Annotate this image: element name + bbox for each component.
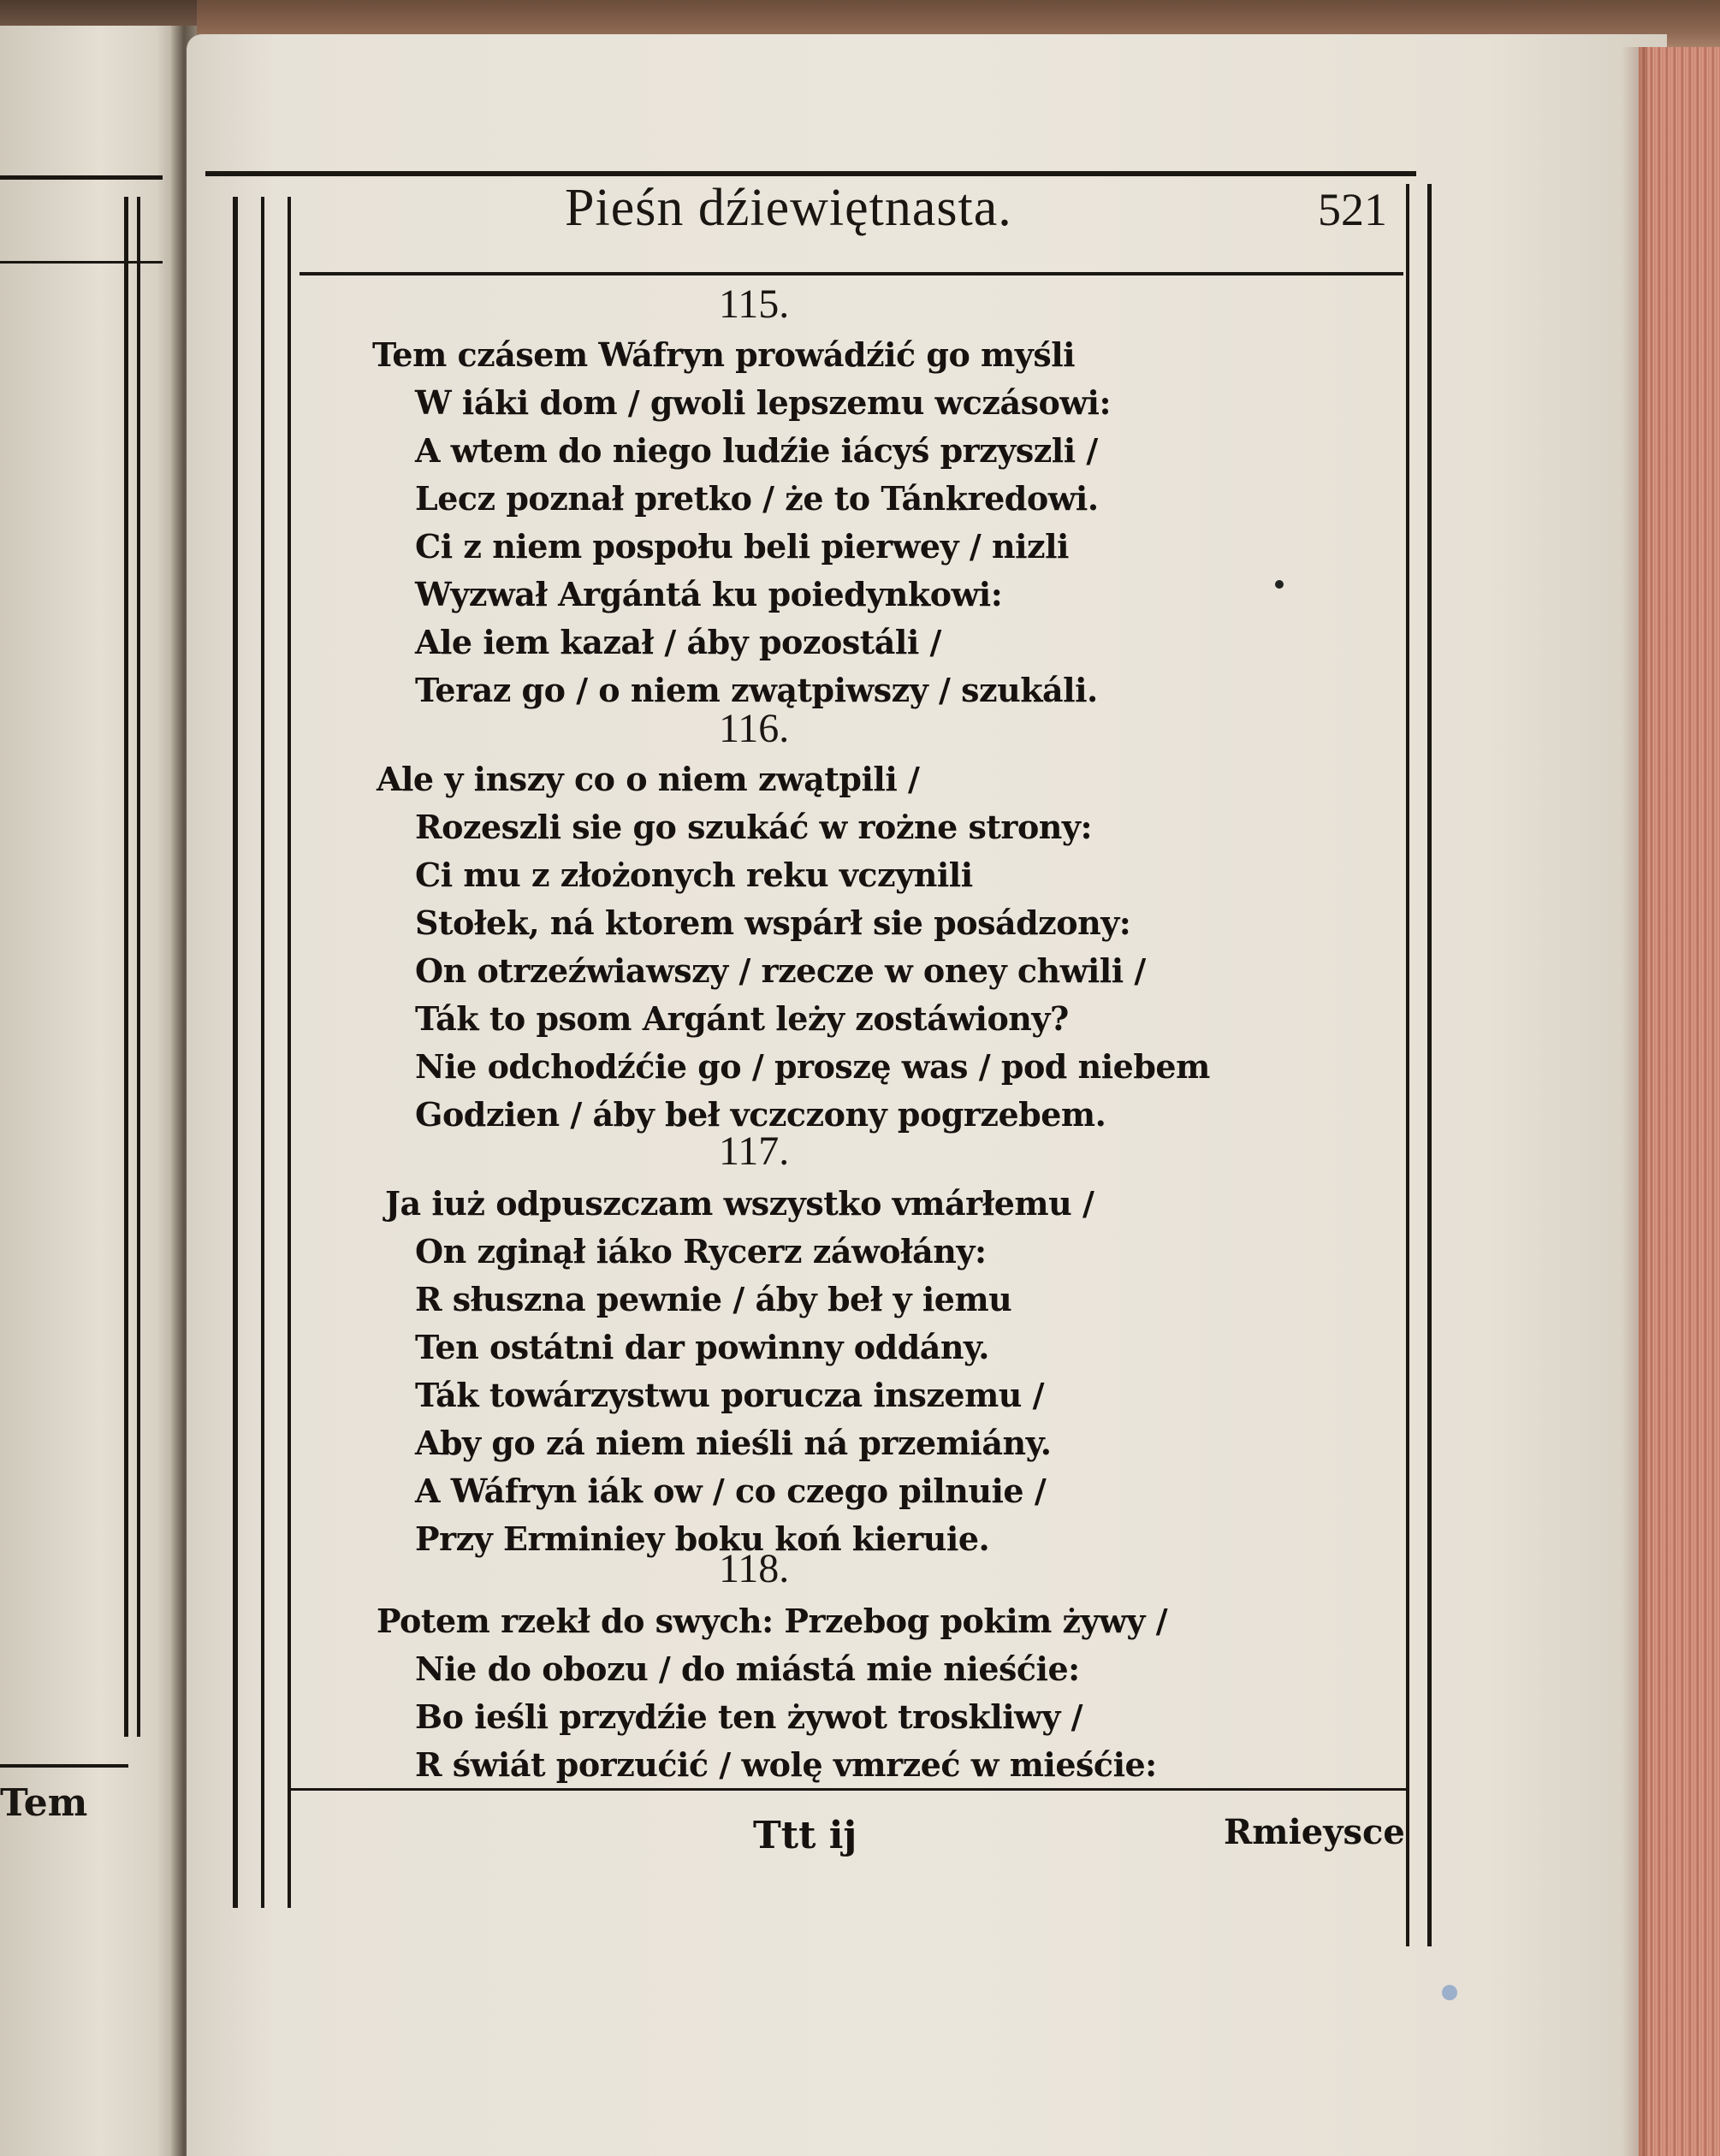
left-page-vertical-rule-2 xyxy=(137,197,140,1737)
left-page xyxy=(0,26,184,2156)
frame-left-inner xyxy=(261,197,264,1908)
verse-line: Nie do obozu / do miástá mie nieśćie: xyxy=(415,1650,1080,1688)
frame-right-outer xyxy=(1427,184,1432,1946)
verse-line: Tem czásem Wáfryn prowádźić go myśli xyxy=(372,335,1076,374)
verse-line: Ci z niem pospołu beli pierwey / nizli xyxy=(415,527,1069,566)
footer-rule xyxy=(291,1788,1408,1791)
verse-line: R świát porzućić / wolę vmrzeć w mieśćie: xyxy=(415,1745,1157,1784)
verse-line: Potem rzekł do swych: Przebog pokim żywy / xyxy=(377,1602,1168,1640)
ink-spot xyxy=(1275,580,1284,589)
left-page-top-rule xyxy=(0,175,163,180)
verse-line: Ták to psom Argánt leży zostáwiony? xyxy=(415,999,1069,1038)
signature-mark: Ttt ij xyxy=(753,1814,857,1857)
catchword: Rmieysce xyxy=(1224,1812,1405,1852)
page-number: 521 xyxy=(1318,184,1387,235)
verse-line: Ci mu z złożonych reku vczynili xyxy=(415,856,973,894)
verse-line: Przy Erminiey boku koń kieruie. xyxy=(415,1519,990,1558)
verse-line: Teraz go / o niem zwątpiwszy / szukáli. xyxy=(415,671,1098,709)
verse-line: A Wáfryn iák ow / co czego pilnuie / xyxy=(415,1472,1047,1510)
left-page-vertical-rule-1 xyxy=(124,197,128,1737)
verse-line: On otrzeźwiawszy / rzecze w oney chwili / xyxy=(415,951,1146,990)
verse-line: Bo ieśli przydźie ten żywot troskliwy / xyxy=(415,1697,1083,1736)
verse-line: Nie odchodźćie go / proszę was / pod niebem xyxy=(415,1047,1210,1086)
verse-line: Ale iem kazał / áby pozostáli / xyxy=(415,623,941,661)
verse-line: Rozeszli sie go szukáć w rożne strony: xyxy=(415,808,1093,846)
verse-line: On zginął iáko Rycerz záwołány: xyxy=(415,1232,987,1270)
verse-line: Ja iuż odpuszczam wszystko vmárłemu / xyxy=(385,1184,1094,1223)
ink-spot xyxy=(1442,1985,1457,2000)
page-edges xyxy=(1639,47,1720,2156)
verse-line: A wtem do niego ludźie iácyś przyszli / xyxy=(415,431,1098,470)
verse-line: Stołek, ná ktorem wspárł sie posádzony: xyxy=(415,903,1131,942)
verse-line: Godzien / áby beł vczczony pogrzebem. xyxy=(415,1095,1106,1134)
verse-line: Ten ostátni dar powinny oddány. xyxy=(415,1328,989,1366)
stanza-number: 116. xyxy=(719,706,790,751)
frame-left-inner-2 xyxy=(288,197,291,1908)
verse-line: Ták towárzystwu porucza inszemu / xyxy=(415,1376,1045,1414)
stanza-number: 115. xyxy=(719,281,790,327)
verse-line: W iáki dom / gwoli lepszemu wczásowi: xyxy=(415,383,1112,422)
frame-top-rule xyxy=(205,171,1416,176)
page-edge-shadow xyxy=(1622,47,1647,2156)
stanza-number: 117. xyxy=(719,1128,790,1174)
verse-line: R słuszna pewnie / áby beł y iemu xyxy=(415,1280,1012,1318)
left-page-bottom-rule xyxy=(0,1764,128,1768)
header-underline xyxy=(300,272,1403,275)
left-page-catchword: Tem xyxy=(0,1781,88,1825)
frame-right-inner xyxy=(1406,184,1409,1946)
verse-line: Ale y inszy co o niem zwątpili / xyxy=(377,760,920,798)
frame-left-outer xyxy=(233,197,238,1908)
running-title: Pieśn dźiewiętnasta. xyxy=(565,179,1012,237)
verse-line: Wyzwał Argántá ku poiedynkowi: xyxy=(415,575,1003,613)
verse-line: Lecz poznał pretko / że to Tánkredowi. xyxy=(415,479,1099,518)
stanza-number: 118. xyxy=(719,1546,790,1591)
verse-line: Aby go zá niem nieśli ná przemiány. xyxy=(415,1424,1052,1462)
